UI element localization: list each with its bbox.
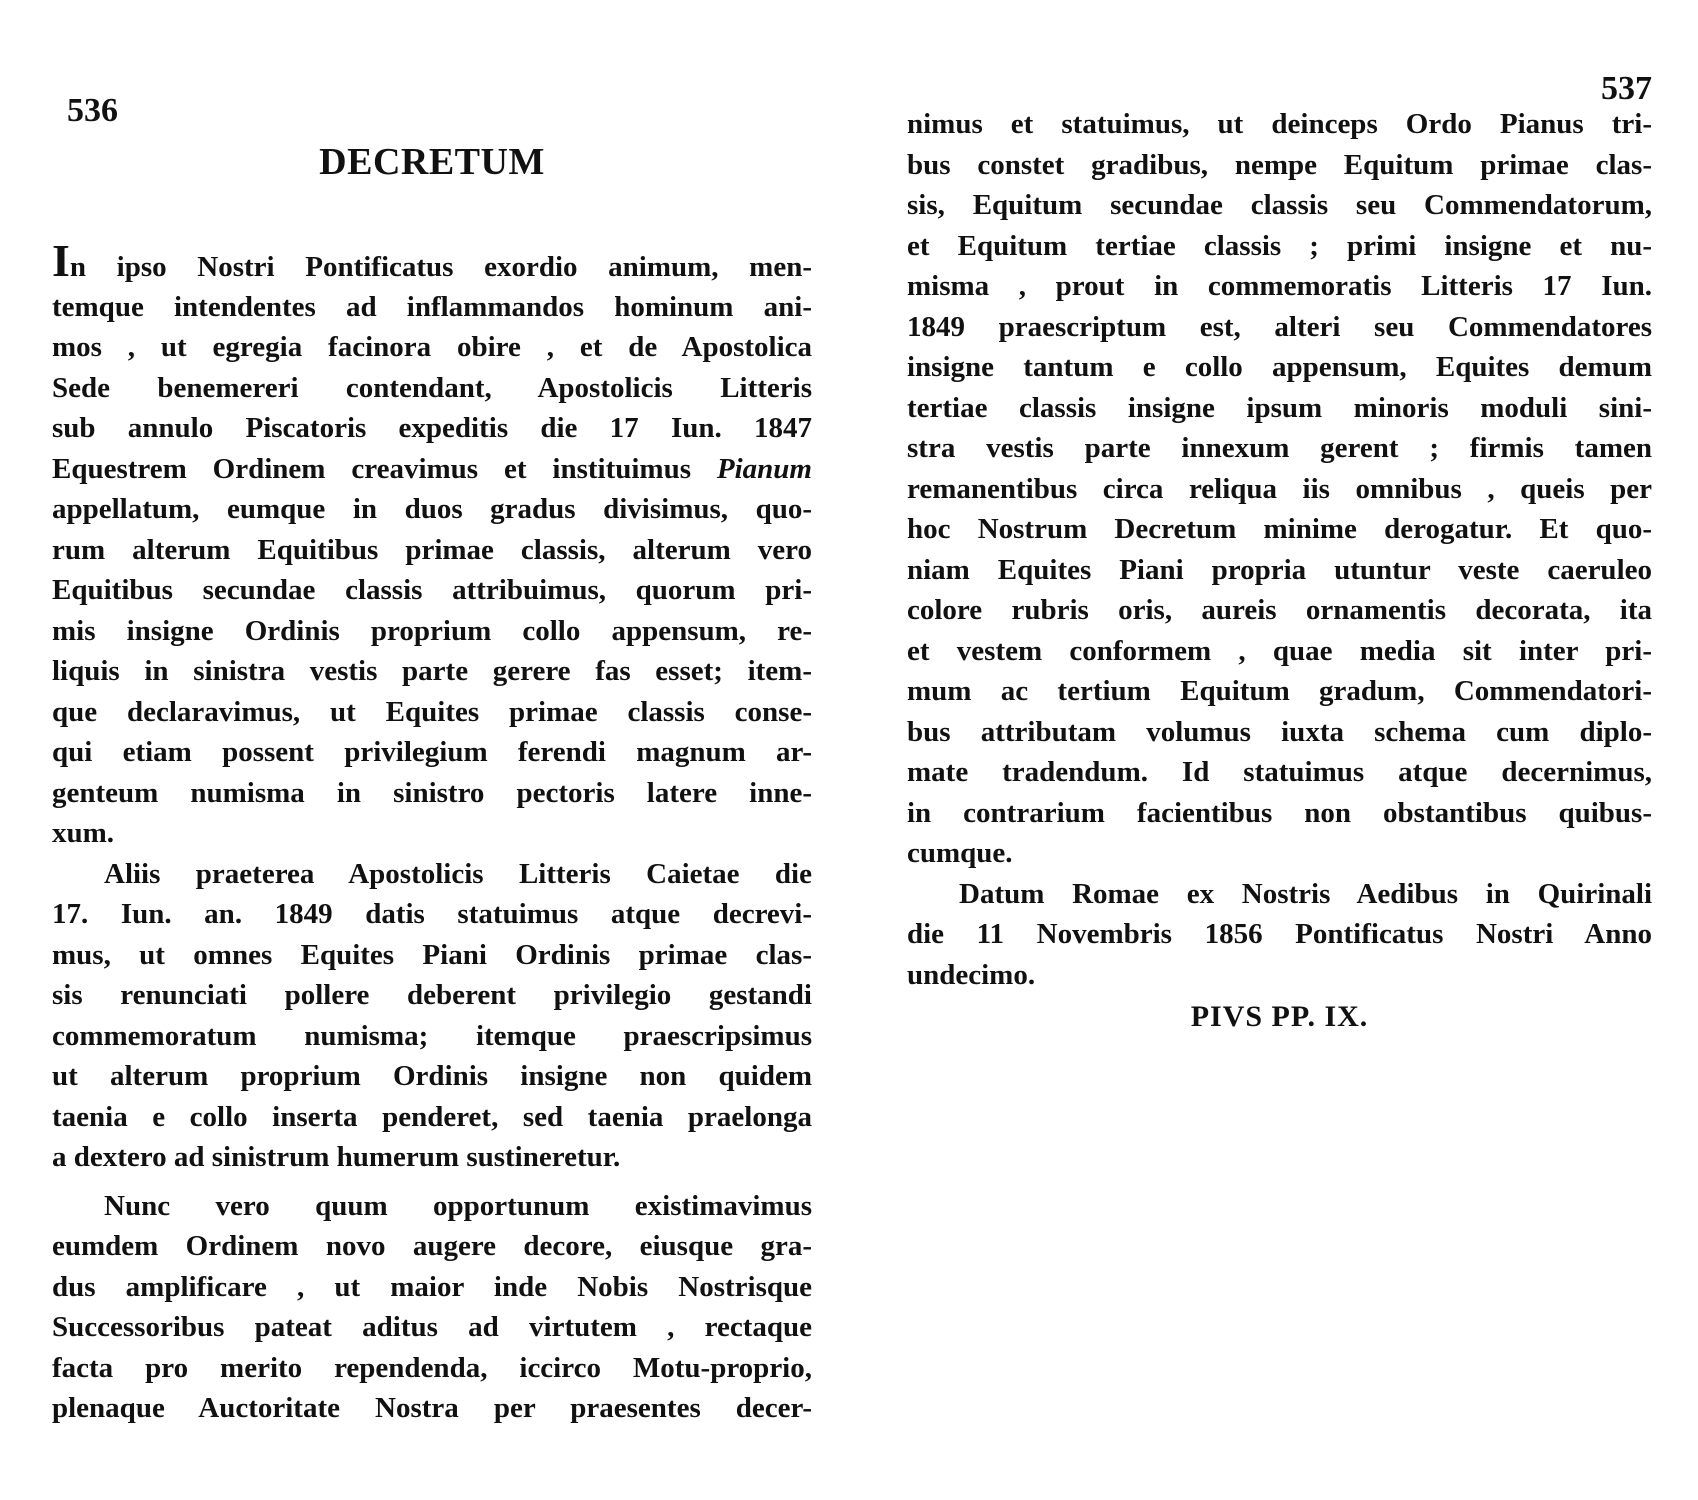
text-line: facta pro merito rependenda, iccirco Motu-proprio,	[52, 1351, 812, 1384]
text-line: mos , ut egregia facinora obire , et de Apostolica	[52, 331, 812, 363]
text-line: Datum Romae ex Nostris Aedibus in Quirinali	[959, 877, 1652, 910]
text-line: commemoratum numisma; itemque praescripsimus	[52, 1019, 812, 1052]
text-line: Equestrem Ordinem creavimus et instituimus Pianum	[52, 452, 812, 485]
text-line: Successoribus pateat aditus ad virtutem , rectaque	[52, 1311, 812, 1343]
text-line: liquis in sinistra vestis parte gerere fas esset; item-	[52, 655, 812, 687]
text-line: a dextero ad sinistrum humerum sustineretur.	[52, 1141, 621, 1173]
text-line: Equitibus secundae classis attribuimus, quorum pri-	[52, 574, 812, 606]
text-line: et vestem conformem , quae media sit inter pri-	[907, 634, 1652, 667]
text-line: mis insigne Ordinis proprium collo appensum, re-	[52, 614, 812, 647]
text-line: In ipso Nostri Pontificatus exordio animum, men-	[52, 235, 812, 286]
text-line: dus amplificare , ut maior inde Nobis Nostrisque	[52, 1270, 812, 1303]
text-line: in contrarium facientibus non obstantibus quibus-	[907, 796, 1652, 829]
text-line: qui etiam possent privilegium ferendi magnum ar-	[52, 736, 812, 768]
text-line: mum ac tertium Equitum gradum, Commendatori-	[907, 675, 1652, 707]
text-line: 17. Iun. an. 1849 datis statuimus atque decrevi-	[52, 898, 812, 930]
text-line: Aliis praeterea Apostolicis Litteris Caietae die	[104, 857, 812, 890]
text-line: bus attributam volumus iuxta schema cum diplo-	[907, 715, 1652, 748]
text-line: appellatum, eumque in duos gradus divisimus, quo-	[52, 493, 812, 525]
signature: PIVS PP. IX.	[1190, 1000, 1369, 1033]
emphasis-pianum: Pianum	[716, 452, 812, 485]
text-line: hoc Nostrum Decretum minime derogatur. Et quo-	[907, 513, 1652, 545]
decree-text-left	[52, 235, 812, 1429]
text-line: et Equitum tertiae classis ; primi insigne et nu-	[907, 229, 1652, 262]
text-line: misma , prout in commemoratis Litteris 17 Iun.	[907, 270, 1652, 302]
text-line: colore rubris oris, aureis ornamentis decorata, ita	[907, 594, 1652, 626]
decree-text-right	[907, 104, 1652, 995]
text-line: Nunc vero quum opportunum existimavimus	[104, 1189, 812, 1222]
text-line: mus, ut omnes Equites Piani Ordinis primae clas-	[52, 938, 812, 971]
text-line: mate tradendum. Id statuimus atque decernimus,	[907, 756, 1652, 788]
text-line: tertiae classis insigne ipsum minoris moduli sini-	[907, 391, 1652, 424]
text-line: Sede benemereri contendant, Apostolicis Litteris	[52, 371, 812, 404]
text-line: eumdem Ordinem novo augere decore, eiusque gra-	[52, 1230, 812, 1262]
text-line: insigne tantum e collo appensum, Equites demum	[907, 351, 1652, 383]
text-line: sis, Equitum secundae classis seu Commendatorum,	[907, 189, 1652, 221]
text-line: bus constet gradibus, nempe Equitum primae clas-	[907, 148, 1652, 181]
text-line: rum alterum Equitibus primae classis, alterum vero	[52, 533, 812, 566]
text-line: genteum numisma in sinistro pectoris latere inne-	[52, 776, 812, 809]
drop-cap: I	[52, 235, 70, 286]
text-line: niam Equites Piani propria utuntur veste caeruleo	[907, 553, 1652, 586]
text-line: taenia e collo inserta penderet, sed taenia praelonga	[52, 1100, 812, 1133]
text-line: nimus et statuimus, ut deinceps Ordo Pianus tri-	[907, 108, 1652, 140]
text-line: plenaque Auctoritate Nostra per praesentes decer-	[52, 1392, 812, 1424]
text-line: sub annulo Piscatoris expeditis die 17 Iun. 1847	[52, 412, 812, 444]
text-line: que declaravimus, ut Equites primae classis conse-	[52, 695, 812, 728]
text-line: temque intendentes ad inflammandos hominum ani-	[52, 290, 812, 323]
text-line: xum.	[52, 817, 115, 849]
text-line: ut alterum proprium Ordinis insigne non quidem	[52, 1060, 812, 1092]
text-line: remanentibus circa reliqua iis omnibus , queis per	[907, 472, 1652, 505]
text-line: cumque.	[907, 837, 1013, 869]
text-line: undecimo.	[907, 958, 1036, 991]
text-line: stra vestis parte innexum gerent ; firmis tamen	[907, 432, 1652, 464]
page-number: 537	[1601, 70, 1652, 107]
text-line: 1849 praescriptum est, alteri seu Commendatores	[907, 310, 1652, 343]
decree-title: DECRETUM	[319, 141, 545, 183]
paragraph-gap	[52, 1178, 812, 1186]
text-line: sis renunciati pollere deberent privilegio gestandi	[52, 979, 812, 1011]
page-number: 536	[67, 92, 118, 129]
text-line: die 11 Novembris 1856 Pontificatus Nostri Anno	[907, 918, 1652, 950]
